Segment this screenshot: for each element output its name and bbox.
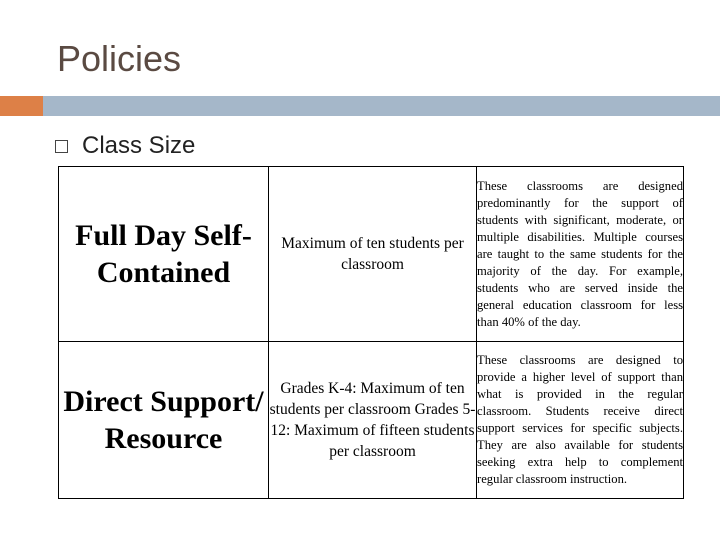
table-row xyxy=(59,167,684,342)
description-cell: These classrooms are designed predominantly for the support of students with significant, moderate, or multiple disabilities. Multiple courses are taught to the same students for the majority of the day. For example, students who are served inside the general education classroom for less than 40% of the day. xyxy=(477,167,684,342)
class-size-cell: Grades K-4: Maximum of ten students per classroom Grades 5-12: Maximum of fifteen students per classroom xyxy=(269,342,477,499)
bullet-square-icon xyxy=(55,140,68,153)
table-row xyxy=(59,342,684,499)
category-cell: Full Day Self-Contained xyxy=(59,167,269,342)
bullet-heading: Class Size xyxy=(82,132,196,159)
accent-bar-orange xyxy=(0,96,43,116)
category-cell: Direct Support/ Resource xyxy=(59,342,269,499)
description-cell: These classrooms are designed to provide a higher level of support than what is provided in the regular classroom. Students receive direct support services for specific subjects. They are also available for students seeking extra help to complement regular classroom instruction. xyxy=(477,342,684,499)
class-size-cell: Maximum of ten students per classroom xyxy=(269,167,477,342)
class-size-table xyxy=(58,166,684,499)
slide-title: Policies xyxy=(57,38,182,79)
accent-bar-blue xyxy=(43,96,720,116)
